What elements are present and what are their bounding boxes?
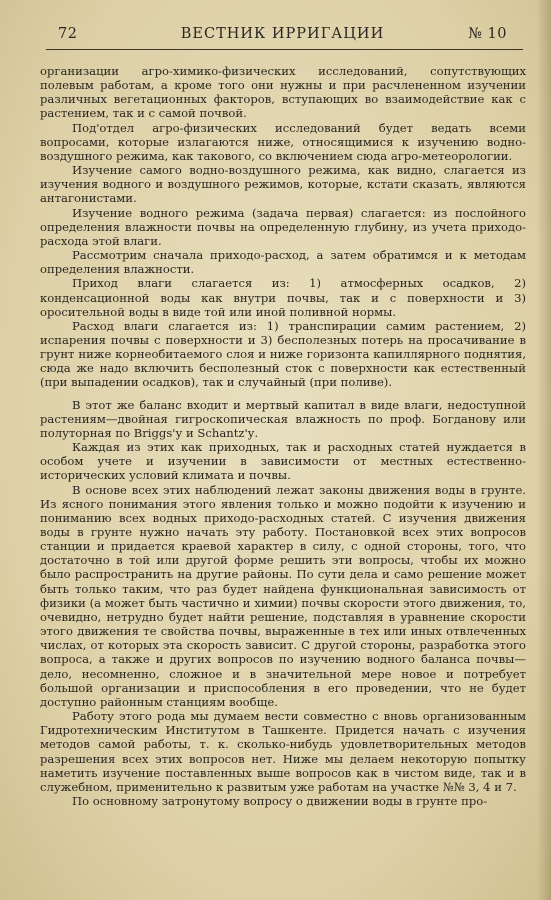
paragraph: В этот же баланс входит и мертвый капитал в виде влаги, недоступной растениям—двойная гигроскопическая влажность по проф. Богданову или полуторная по Briggs'у и Schantz'у.	[40, 397, 526, 440]
paragraph: организации агро-химико-физических исследований, сопутствующих полевым работам, а кроме того они нужны и при расчлененном изучении различных вегетационных факторов, вступающих во взаимодействие как с растением, так и с самой почвой.	[40, 64, 526, 121]
paragraph: Работу этого рода мы думаем вести совместно с вновь организованным Гидротехническим Институтом в Ташкенте. Придется начать с изучения методов самой работы, т. к. сколько-нибудь удовлетворительных методов разрешения всех этих вопросов нет. Ниже мы делаем некоторую попытку наметить изучение поставленных выше вопросов как в чистом виде, так и в служебном, применительно к развитым уже работам на участке №№ 3, 4 и 7.	[40, 709, 526, 794]
article-body	[40, 64, 526, 808]
issue-number: № 10	[468, 26, 507, 42]
header-rule	[46, 49, 523, 50]
paragraph: Рассмотрим сначала приходо-расход, а затем обратимся и к методам определения влажности.	[40, 248, 526, 277]
paragraph: Изучение водного режима (задача первая) слагается: из послойного определения влажности почвы на определенную глубину, из учета приходо-расхода этой влаги.	[40, 205, 526, 248]
paragraph: По основному затронутому вопросу о движении воды в грунте про-	[72, 793, 488, 808]
page-edge-shadow	[537, 0, 551, 900]
paragraph: Изучение самого водно-воздушного режима, как видно, слагается из изучения водного и воздушного режимов, которые, кстати сказать, являются антагонистами.	[40, 163, 526, 206]
page-header	[44, 26, 521, 48]
paragraph: Каждая из этих как приходных, так и расходных статей нуждается в особом учете и изучении в зависимости от местных естественно-исторических условий климата и почвы.	[40, 440, 526, 483]
paragraph: Приход влаги слагается из: 1) атмосферных осадков, 2) конденсационной воды как внутри почвы, так и с поверхности и 3) оросительной воды в виде той или иной поливной нормы.	[40, 276, 526, 319]
page-number: 72	[58, 26, 78, 42]
paragraph: В основе всех этих наблюдений лежат законы движения воды в грунте. Из ясного понимания этого явления только и можно подойти к изучению и пониманию всех водных приходо-расходных статей. С изучения движения воды в грунте нужно начать эту работу. Постановкой всех этих вопросов станции и придается краевой характер в силу, с одной стороны, того, что достаточно в той или другой форме решить эти вопросы, чтобы их можно было распространить на другие районы. По сути дела и само решение может быть только таким, что раз будет найдена функциональная зависимость от физики (а может быть частично и химии) почвы скорости этого движения, то, очевидно, нетрудно будет найти решение, подставляя в уравнение скорости этого движения те свойства почвы, выраженные в тех или иных отвлеченных числах, от которых эта скорость зависит. С другой стороны, разработка этого вопроса, а также и других вопросов по изучению водного баланса почвы—дело, несомненно, сложное и в значительной мере новое и потребует большой организации и приспособления в его проведении, что не будет доступно районным станциям вообще.	[40, 482, 526, 709]
paragraph: Под'отдел агро-физических исследований будет ведать всеми вопросами, которые излагаются ниже, относящимися к изучению водно-воздушного режима, как такового, со включением сюда агро-метеорологии.	[40, 120, 526, 163]
paragraph: Расход влаги слагается из: 1) транспирации самим растением, 2) испарения почвы с поверхности и 3) бесполезных потерь на просачивание в грунт ниже корнеобитаемого слоя и ниже горизонта капиллярного поднятия, сюда же надо включить бесполезный сток с поверхности как естественный (при выпадении осадков), так и случайный (при поливе).	[40, 318, 526, 390]
journal-title: ВЕСТНИК ИРРИГАЦИИ	[180, 26, 385, 42]
